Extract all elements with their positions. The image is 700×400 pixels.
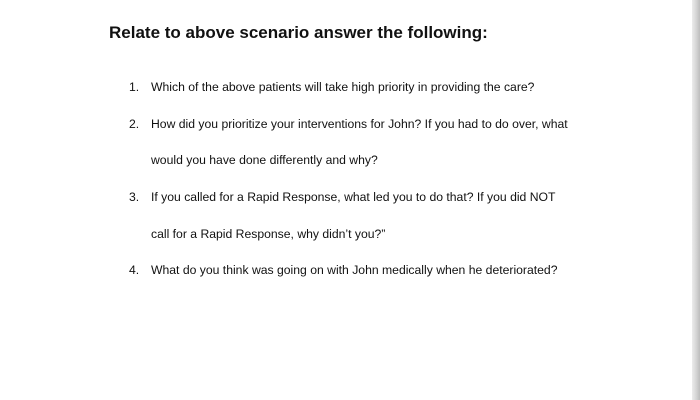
question-text-line: What do you think was going on with John medically when he deteriorated? bbox=[151, 263, 558, 277]
question-text-line: How did you prioritize your interventions for John? If you had to do over, what bbox=[151, 117, 568, 131]
question-text-line: would you have done differently and why? bbox=[151, 153, 378, 167]
question-text-line: If you called for a Rapid Response, what led you to do that? If you did NOT bbox=[151, 190, 556, 204]
document-heading: Relate to above scenario answer the following: bbox=[109, 23, 488, 42]
question-number: 1. bbox=[129, 80, 140, 94]
question-text-line: call for a Rapid Response, why didn’t you?” bbox=[151, 227, 386, 241]
question-text-line: Which of the above patients will take high priority in providing the care? bbox=[151, 80, 535, 94]
question-number: 3. bbox=[129, 190, 140, 204]
page-edge bbox=[692, 0, 700, 400]
question-number: 2. bbox=[129, 117, 140, 131]
question-number: 4. bbox=[129, 263, 140, 277]
